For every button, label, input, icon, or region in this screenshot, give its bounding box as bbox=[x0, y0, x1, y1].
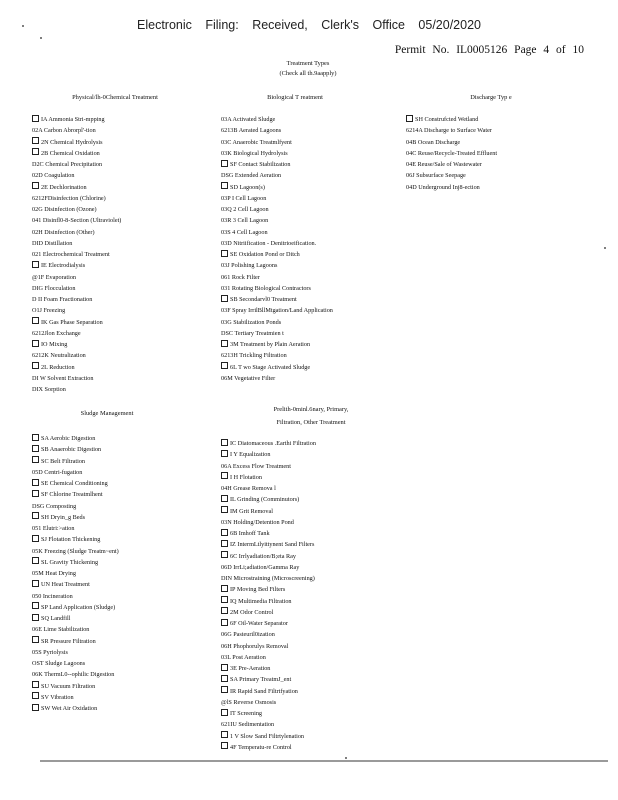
treatment-item-label: 02A Carbon Abrorpl'-tion bbox=[32, 127, 96, 135]
treatment-item-label: 03J Polishing Lagoons bbox=[221, 262, 278, 270]
treatment-item-label: IO Mixing bbox=[41, 341, 68, 348]
treatment-item-label: UN Heat Treatment bbox=[41, 581, 90, 589]
treatment-item bbox=[221, 528, 316, 539]
treatment-item bbox=[32, 350, 121, 361]
treatment-item bbox=[221, 517, 316, 528]
treatment-item bbox=[32, 658, 119, 669]
checkbox-icon bbox=[32, 535, 39, 542]
discharge-title: Discharge Typ e bbox=[470, 94, 512, 101]
treatment-item bbox=[406, 137, 497, 148]
treatment-types-title-line1: Treatment Types bbox=[286, 60, 330, 67]
treatment-item-label: DI W Solvent Extraction bbox=[32, 374, 94, 382]
treatment-item bbox=[32, 148, 121, 159]
checkbox-icon bbox=[406, 115, 413, 122]
treatment-item bbox=[406, 170, 497, 181]
checkbox-icon bbox=[32, 557, 39, 564]
treatment-item-label: 6212Jlon Exchange bbox=[32, 329, 81, 337]
checkbox-icon bbox=[221, 619, 228, 626]
treatment-item-label: IL Grinding (Comminutors) bbox=[230, 496, 300, 504]
checkbox-icon bbox=[221, 160, 228, 167]
checkbox-icon bbox=[221, 709, 228, 716]
treatment-item-label: IC Diatomaceous .Earthi Filtration bbox=[230, 440, 316, 447]
checkbox-icon bbox=[221, 295, 228, 302]
treatment-item-label: DIG Flocculation bbox=[32, 284, 76, 292]
treatment-item bbox=[32, 260, 121, 271]
treatment-item-label: @lS Reverse Osmosis bbox=[221, 698, 277, 706]
preliminary-list bbox=[221, 438, 316, 753]
treatment-item bbox=[32, 362, 121, 373]
treatment-item-label: 051 Elutri:>ation bbox=[32, 525, 75, 532]
checkbox-icon bbox=[32, 479, 39, 486]
treatment-item bbox=[32, 512, 119, 523]
treatment-item bbox=[221, 204, 333, 215]
treatment-item-label: 061 Rock Filter bbox=[221, 273, 260, 281]
treatment-item-label: 03P I Cell Lagoon bbox=[221, 194, 267, 202]
treatment-item bbox=[221, 362, 333, 373]
treatment-item bbox=[221, 652, 316, 663]
treatment-item bbox=[221, 272, 333, 283]
checkbox-icon bbox=[221, 585, 228, 592]
treatment-item-label: 06J Subsurface Seepage bbox=[406, 172, 466, 180]
treatment-item bbox=[32, 624, 119, 635]
treatment-item bbox=[406, 182, 497, 193]
treatment-item-label: 2B Chemical Oxidation bbox=[41, 149, 100, 157]
checkbox-icon bbox=[221, 182, 228, 189]
treatment-item-label: 03R 3 Cell Lagoon bbox=[221, 217, 269, 225]
checkbox-icon bbox=[32, 490, 39, 497]
treatment-item bbox=[32, 204, 121, 215]
checkbox-icon bbox=[221, 607, 228, 614]
treatment-item-label: SR Pressure Filtration bbox=[41, 637, 96, 645]
checkbox-icon bbox=[32, 362, 39, 369]
treatment-item bbox=[221, 137, 333, 148]
treatment-item bbox=[221, 629, 316, 640]
treatment-item-label: 3E Pre-Aeration bbox=[230, 665, 271, 672]
page-bottom-rule bbox=[40, 760, 608, 762]
treatment-item-label: SH Construfcted Wetland bbox=[415, 116, 479, 123]
treatment-item bbox=[32, 703, 119, 714]
scan-speck bbox=[604, 247, 606, 249]
checkbox-icon bbox=[32, 580, 39, 587]
treatment-item-label: SQ Landfill bbox=[41, 615, 71, 622]
treatment-item bbox=[32, 568, 119, 579]
treatment-item-label: DID Distillation bbox=[32, 239, 73, 247]
checkbox-icon bbox=[32, 704, 39, 711]
treatment-types-title-line2: (Check all th.9aapply) bbox=[279, 70, 337, 77]
treatment-item-label: 2N Chemical Hydrolysis bbox=[41, 138, 103, 146]
treatment-item bbox=[221, 317, 333, 328]
treatment-item bbox=[32, 182, 121, 193]
treatment-item-label: SH Dryin_g Beds bbox=[41, 513, 86, 521]
treatment-item-label: IT Screening bbox=[230, 710, 263, 717]
treatment-item-label: 621IU Sedimentation bbox=[221, 721, 275, 729]
treatment-item-label: 04E Reuse/Sale of Wastewater bbox=[406, 161, 482, 168]
treatment-item-label: 06M Vegetative Filter bbox=[221, 374, 276, 382]
treatment-item bbox=[32, 613, 119, 624]
treatment-item bbox=[221, 697, 316, 708]
treatment-item-label: 031 Rotating Biological Contractors bbox=[221, 284, 311, 292]
treatment-item bbox=[221, 551, 316, 562]
checkbox-icon bbox=[32, 317, 39, 324]
treatment-item-label: DSC Tertiary Treatmien t bbox=[221, 329, 284, 337]
treatment-item bbox=[221, 328, 333, 339]
checkbox-icon bbox=[32, 636, 39, 643]
treatment-item-label: 02D Coagulation bbox=[32, 172, 75, 180]
treatment-item-label: IE Electrodialysis bbox=[41, 262, 86, 270]
biological-list bbox=[221, 114, 333, 384]
filing-header: Electronic Filing: Received, Clerk's Office 05/20/2020 bbox=[137, 18, 481, 32]
treatment-item-label: DIN Microstraining (Microscreening) bbox=[221, 575, 315, 582]
treatment-item-label: @1F Evaporation bbox=[32, 273, 77, 281]
treatment-item-label: 06G Pasteuril0ization bbox=[221, 631, 275, 639]
treatment-item-label: 6C Irrlyadiation/B;eta Ray bbox=[230, 552, 296, 560]
treatment-item-label: SB Secondarvl0 Treatment bbox=[230, 296, 297, 303]
checkbox-icon bbox=[32, 137, 39, 144]
checkbox-icon bbox=[221, 340, 228, 347]
treatment-item bbox=[221, 539, 316, 550]
treatment-item-label: I H Flotation bbox=[230, 473, 262, 481]
discharge-list bbox=[406, 114, 497, 193]
treatment-item-label: SF Contact Stabilization bbox=[230, 161, 291, 168]
treatment-item bbox=[221, 686, 316, 697]
treatment-item bbox=[221, 742, 316, 753]
treatment-item bbox=[221, 193, 333, 204]
treatment-item-label: SA Aerobic Digestion bbox=[41, 435, 96, 442]
treatment-item-label: SA Primary TreatmJ_ent bbox=[230, 676, 292, 684]
treatment-item-label: DIX Sorption bbox=[32, 386, 66, 393]
treatment-item-label: OST Sludge Lagoons bbox=[32, 660, 86, 667]
treatment-item bbox=[221, 339, 333, 350]
scan-speck bbox=[345, 757, 347, 759]
checkbox-icon bbox=[221, 742, 228, 749]
checkbox-icon bbox=[32, 456, 39, 463]
checkbox-icon bbox=[221, 551, 228, 558]
treatment-item-label: 05S Pyriolysis bbox=[32, 648, 68, 656]
treatment-item bbox=[32, 215, 121, 226]
biological-title: Biological T reatment bbox=[267, 94, 323, 101]
treatment-item bbox=[221, 182, 333, 193]
treatment-item-label: 06K ThermL0--ophilic Digestion bbox=[32, 671, 115, 679]
sludge-management-title: Sludge Management bbox=[80, 410, 134, 417]
treatment-types-title bbox=[238, 59, 378, 79]
treatment-item bbox=[406, 148, 497, 159]
treatment-item-label: 021 Electrochemical Treatment bbox=[32, 251, 110, 258]
treatment-item bbox=[32, 114, 121, 125]
checkbox-icon bbox=[32, 692, 39, 699]
checkbox-icon bbox=[32, 182, 39, 189]
checkbox-icon bbox=[32, 614, 39, 621]
checkbox-icon bbox=[221, 596, 228, 603]
treatment-item-label: 06D IrrLi;adiation/Gamma Ray bbox=[221, 563, 300, 571]
treatment-item-label: 03F Spray IrrilBllMtgation/Land Application bbox=[221, 307, 333, 315]
treatment-item bbox=[32, 489, 119, 500]
treatment-item-label: 6F Oil-Water Separator bbox=[230, 620, 288, 627]
treatment-item bbox=[32, 647, 119, 658]
treatment-item bbox=[221, 596, 316, 607]
treatment-item-label: 03K Biological Hydrolysis bbox=[221, 149, 288, 157]
treatment-item bbox=[221, 438, 316, 449]
treatment-item bbox=[32, 373, 121, 384]
preliminary-title bbox=[246, 405, 376, 428]
checkbox-icon bbox=[221, 495, 228, 502]
treatment-item bbox=[221, 674, 316, 685]
treatment-item-label: 041 Disinfl0-8-Section (Ultraviolet) bbox=[32, 217, 122, 225]
treatment-item-label: 06E Lime Stabilization bbox=[32, 626, 90, 634]
treatment-item-label: 2E Dechlorination bbox=[41, 183, 87, 191]
treatment-item bbox=[32, 238, 121, 249]
treatment-item bbox=[221, 170, 333, 181]
treatment-item bbox=[221, 573, 316, 584]
treatment-item bbox=[221, 584, 316, 595]
treatment-item bbox=[221, 618, 316, 629]
treatment-item bbox=[221, 731, 316, 742]
treatment-item bbox=[32, 433, 119, 444]
checkbox-icon bbox=[221, 675, 228, 682]
treatment-item bbox=[32, 602, 119, 613]
treatment-item-label: IP Moving Bed Filters bbox=[230, 586, 286, 594]
preliminary-title-line2: Filtration, Other Treatment bbox=[276, 419, 346, 426]
treatment-item-label: 03Q 2 Cell Lagoon bbox=[221, 206, 269, 213]
treatment-item bbox=[32, 159, 121, 170]
treatment-item-label: D2C Chemical Precipitation bbox=[32, 161, 103, 168]
treatment-item-label: 03N Holding/Detention Pond bbox=[221, 518, 294, 526]
checkbox-icon bbox=[32, 148, 39, 155]
treatment-item-label: IR Rapid Sand Filtrtfyation bbox=[230, 687, 298, 695]
treatment-item bbox=[221, 506, 316, 517]
checkbox-icon bbox=[32, 512, 39, 519]
treatment-item-label: IK Gas Phase Separation bbox=[41, 318, 103, 326]
scan-speck bbox=[22, 25, 24, 27]
treatment-item-label: SL Gravity Thickening bbox=[41, 558, 99, 566]
treatment-item bbox=[221, 114, 333, 125]
treatment-item-label: IZ IntermLtlyittynent Sand Filters bbox=[230, 541, 315, 549]
treatment-item-label: 02H Disinfection (Other) bbox=[32, 228, 95, 236]
treatment-item bbox=[221, 148, 333, 159]
treatment-item bbox=[221, 663, 316, 674]
treatment-item bbox=[221, 472, 316, 483]
treatment-item-label: 06A Excess Flow Treatment bbox=[221, 462, 291, 470]
treatment-item-label: 3M Treatment by Plain Aeration bbox=[230, 341, 311, 348]
treatment-item bbox=[221, 249, 333, 260]
treatment-item bbox=[221, 159, 333, 170]
treatment-item-label: 2M Odor Control bbox=[230, 608, 274, 616]
treatment-item-label: O1J Freezing bbox=[32, 307, 66, 315]
checkbox-icon bbox=[32, 261, 39, 268]
treatment-item-label: 04B Ocean Discharge bbox=[406, 138, 461, 146]
treatment-item bbox=[32, 384, 121, 395]
treatment-item bbox=[32, 272, 121, 283]
treatment-item bbox=[32, 339, 121, 350]
treatment-item-label: DSG Extended Aeration bbox=[221, 172, 282, 180]
treatment-item-label: 2L Reduction bbox=[41, 363, 75, 371]
treatment-item-label: SP Land Application (Sludge) bbox=[41, 603, 116, 611]
treatment-item bbox=[406, 114, 497, 125]
treatment-item bbox=[221, 305, 333, 316]
treatment-item bbox=[221, 483, 316, 494]
treatment-item bbox=[32, 546, 119, 557]
treatment-item bbox=[221, 562, 316, 573]
treatment-item-label: IM Grit Removal bbox=[230, 507, 273, 515]
checkbox-icon bbox=[221, 664, 228, 671]
treatment-item-label: 4F Temperatu-re Control bbox=[230, 743, 292, 751]
checkbox-icon bbox=[221, 506, 228, 513]
treatment-item-label: SU Vacuum Filtration bbox=[41, 682, 96, 690]
treatment-item-label: SB Anaerobic Digestion bbox=[41, 446, 102, 454]
treatment-item bbox=[32, 591, 119, 602]
treatment-item-label: 05K Freezing (Sludge Treatm~ent) bbox=[32, 547, 119, 555]
treatment-item bbox=[221, 350, 333, 361]
treatment-item bbox=[406, 125, 497, 136]
treatment-item-label: 6L T wo Stage Activated Sludge bbox=[230, 363, 311, 371]
checkbox-icon bbox=[221, 472, 228, 479]
treatment-item-label: 04D Underground Inj8-ection bbox=[406, 183, 480, 191]
treatment-item bbox=[221, 641, 316, 652]
treatment-item-label: 6213B Aerated Lagoons bbox=[221, 127, 282, 135]
treatment-item bbox=[32, 523, 119, 534]
treatment-item-label: SC Belt Filtration bbox=[41, 457, 86, 465]
treatment-item bbox=[32, 193, 121, 204]
treatment-item bbox=[221, 373, 333, 384]
treatment-item bbox=[221, 125, 333, 136]
treatment-item-label: 06H Phophorulys Removal bbox=[221, 642, 289, 650]
treatment-item bbox=[32, 456, 119, 467]
treatment-item bbox=[32, 681, 119, 692]
physical-chemical-list bbox=[32, 114, 121, 395]
treatment-item-label: 05M Heat Drying bbox=[32, 570, 76, 577]
treatment-item bbox=[221, 260, 333, 271]
checkbox-icon bbox=[221, 450, 228, 457]
treatment-item-label: 6B Imhoff Tank bbox=[230, 530, 270, 537]
checkbox-icon bbox=[32, 340, 39, 347]
treatment-item bbox=[32, 125, 121, 136]
treatment-item-label: 6212K Neutralization bbox=[32, 352, 86, 360]
treatment-item bbox=[32, 636, 119, 647]
treatment-item-label: IQ Multimedia Filtration bbox=[230, 597, 292, 605]
treatment-item bbox=[221, 494, 316, 505]
treatment-item bbox=[221, 227, 333, 238]
treatment-item bbox=[221, 283, 333, 294]
treatment-item bbox=[32, 305, 121, 316]
treatment-item-label: SE Chemical Conditioning bbox=[41, 480, 108, 487]
treatment-item-label: 6212FDisinfection (Chlorine) bbox=[32, 194, 106, 202]
treatment-item-label: SW Wet Air Oxidation bbox=[41, 705, 98, 712]
physical-chemical-title: Physical/lh-0Chemical Treatment bbox=[72, 94, 158, 101]
treatment-item-label: SF Chlorine Treatmlhent bbox=[41, 491, 103, 499]
treatment-item bbox=[32, 444, 119, 455]
treatment-item bbox=[32, 294, 121, 305]
treatment-item bbox=[32, 249, 121, 260]
treatment-item bbox=[32, 283, 121, 294]
treatment-item bbox=[32, 501, 119, 512]
treatment-item-label: 04H Grease Remova l bbox=[221, 485, 276, 492]
treatment-item-label: 03A Activated Sludge bbox=[221, 116, 276, 123]
treatment-item bbox=[32, 669, 119, 680]
checkbox-icon bbox=[32, 115, 39, 122]
treatment-item bbox=[221, 719, 316, 730]
checkbox-icon bbox=[221, 362, 228, 369]
treatment-item bbox=[32, 692, 119, 703]
treatment-item-label: SJ Flotation Thickening bbox=[41, 536, 101, 544]
checkbox-icon bbox=[221, 250, 228, 257]
treatment-item-label: 03C Anaerobic Treatmlfyent bbox=[221, 138, 292, 146]
treatment-item bbox=[32, 328, 121, 339]
checkbox-icon bbox=[221, 439, 228, 446]
treatment-item bbox=[32, 557, 119, 568]
permit-page-line: Permit No. IL0005126 Page 4 of 10 bbox=[394, 44, 584, 56]
treatment-item-label: SD Lagoon(s) bbox=[230, 183, 265, 191]
treatment-item-label: 03L Post Aeration bbox=[221, 653, 266, 661]
checkbox-icon bbox=[32, 681, 39, 688]
treatment-item bbox=[32, 227, 121, 238]
treatment-item-label: DSG Composting bbox=[32, 502, 77, 510]
checkbox-icon bbox=[221, 686, 228, 693]
treatment-item-label: D II Foam Fractionation bbox=[32, 296, 93, 303]
treatment-item bbox=[32, 467, 119, 478]
treatment-item-label: 6213H Trickling Filtration bbox=[221, 352, 287, 360]
sludge-management-list bbox=[32, 433, 119, 714]
treatment-item bbox=[221, 215, 333, 226]
treatment-item bbox=[32, 170, 121, 181]
checkbox-icon bbox=[221, 529, 228, 536]
treatment-item bbox=[32, 137, 121, 148]
treatment-item bbox=[221, 708, 316, 719]
treatment-item-label: 02G Disinfection (Ozone) bbox=[32, 206, 97, 213]
treatment-item bbox=[32, 579, 119, 590]
checkbox-icon bbox=[221, 540, 228, 547]
treatment-item bbox=[221, 461, 316, 472]
treatment-item bbox=[221, 607, 316, 618]
checkbox-icon bbox=[32, 602, 39, 609]
treatment-item bbox=[221, 294, 333, 305]
treatment-item bbox=[221, 449, 316, 460]
treatment-item bbox=[406, 159, 497, 170]
treatment-item-label: 6214A Discharge to Surface Water bbox=[406, 127, 492, 135]
checkbox-icon bbox=[221, 731, 228, 738]
treatment-item-label: 03S 4 Cell Lagoon bbox=[221, 228, 268, 236]
treatment-item bbox=[221, 238, 333, 249]
treatment-item bbox=[32, 478, 119, 489]
treatment-item-label: 050 Incineration bbox=[32, 592, 73, 600]
treatment-item-label: 1 V Slow Sand Filtrtylenation bbox=[230, 732, 305, 740]
treatment-item bbox=[32, 317, 121, 328]
scan-speck bbox=[40, 37, 42, 39]
treatment-item-label: 05D Centri-fugation bbox=[32, 468, 83, 476]
treatment-item-label: 03D Nitriification - Denitrioeification. bbox=[221, 239, 317, 247]
checkbox-icon bbox=[32, 445, 39, 452]
preliminary-title-line1: Prelith-0minl.6nary, Primary, bbox=[273, 406, 349, 413]
treatment-item-label: 04C Reuse/Recycle-Treated Effluent bbox=[406, 149, 498, 157]
treatment-item-label: IA Ammonia Stri-mpping bbox=[41, 116, 105, 123]
treatment-item-label: SE Oxidation Pond or Ditch bbox=[230, 251, 300, 258]
treatment-item bbox=[32, 534, 119, 545]
treatment-item-label: 03G Stabilization Ponds bbox=[221, 318, 282, 326]
treatment-item-label: SV Vibration bbox=[41, 693, 74, 701]
treatment-item-label: I Y Equalization bbox=[230, 451, 271, 459]
checkbox-icon bbox=[32, 434, 39, 441]
